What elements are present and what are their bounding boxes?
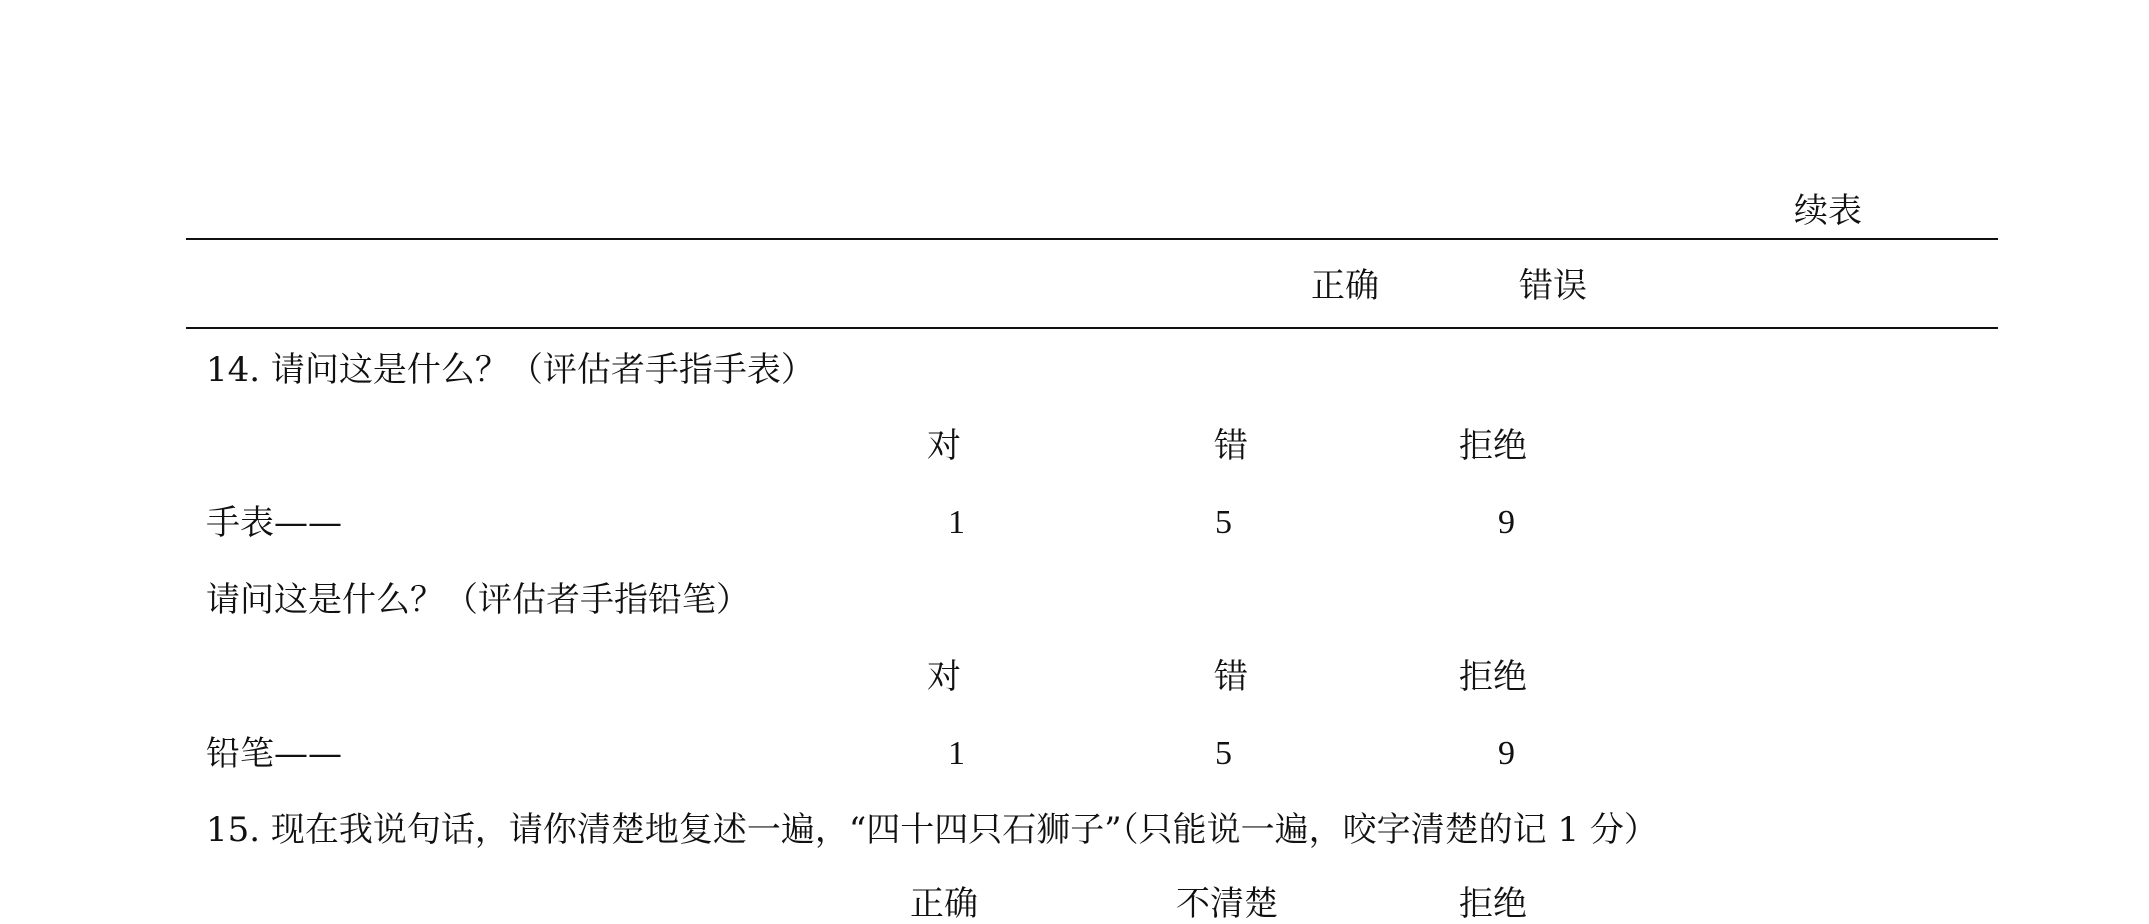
q14-score-refuse: 9 bbox=[1498, 504, 1515, 541]
q14-item-watch-label: 手表—— bbox=[206, 503, 342, 543]
q15-option-correct: 正确 bbox=[910, 884, 978, 924]
q14b-score-correct: 1 bbox=[948, 735, 965, 772]
q14b-score-wrong: 5 bbox=[1215, 735, 1232, 772]
q14-score-correct: 1 bbox=[948, 504, 965, 541]
q14b-option-refuse: 拒绝 bbox=[1459, 657, 1527, 697]
table-top-rule bbox=[186, 238, 1998, 240]
q14-option-wrong: 错 bbox=[1214, 426, 1248, 466]
q14b-score-refuse: 9 bbox=[1498, 735, 1515, 772]
continued-table-label: 续表 bbox=[1794, 191, 1862, 231]
q15-option-unclear: 不清楚 bbox=[1176, 884, 1278, 924]
q14-option-correct: 对 bbox=[927, 426, 961, 466]
question-15-title: 15. 现在我说句话，请你清楚地复述一遍，“四十四只石狮子”（只能说一遍，咬字清楚的记 1 分） bbox=[206, 810, 1658, 850]
q14-option-refuse: 拒绝 bbox=[1459, 426, 1527, 466]
header-correct: 正确 bbox=[1311, 266, 1379, 306]
header-wrong: 错误 bbox=[1519, 266, 1587, 306]
q15-option-refuse: 拒绝 bbox=[1459, 884, 1527, 924]
q14b-item-pencil-label: 铅笔—— bbox=[206, 734, 342, 774]
question-14b-title: 请问这是什么？（评估者手指铅笔） bbox=[206, 580, 750, 620]
q14b-option-wrong: 错 bbox=[1214, 657, 1248, 697]
q14-score-wrong: 5 bbox=[1215, 504, 1232, 541]
table-header-rule bbox=[186, 327, 1998, 329]
q14b-option-correct: 对 bbox=[927, 657, 961, 697]
question-14-title: 14. 请问这是什么？（评估者手指手表） bbox=[206, 350, 815, 390]
